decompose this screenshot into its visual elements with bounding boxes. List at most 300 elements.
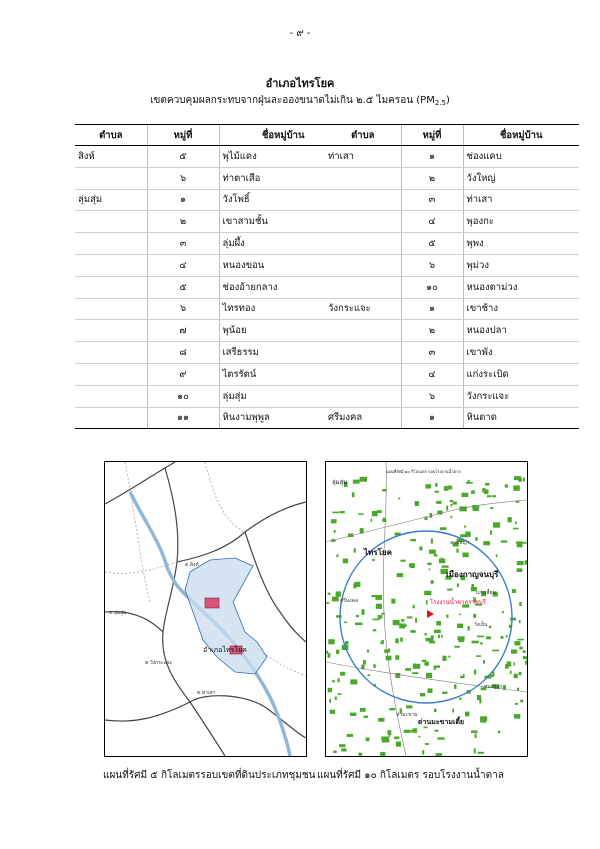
table-row	[325, 167, 579, 189]
cell-tambon	[325, 320, 401, 342]
forest-patch	[411, 730, 417, 732]
table-row	[75, 233, 347, 255]
cell-village: พุม่วง	[463, 254, 579, 276]
table-row	[75, 385, 347, 407]
forest-patch	[396, 742, 401, 747]
caption-right: แผนที่รัศมี ๑๐ กิโลเมตร รอบโรงงานน้ำตาล	[317, 770, 504, 781]
table-row	[325, 342, 579, 364]
forest-patch	[514, 641, 520, 645]
cell-village: พุไม้แดง	[219, 146, 347, 168]
cell-tambon	[325, 385, 401, 407]
forest-patch	[457, 624, 463, 628]
forest-patch	[337, 554, 339, 557]
forest-patch	[441, 558, 443, 560]
forest-patch	[460, 676, 464, 679]
forest-patch	[426, 638, 433, 642]
table-row	[325, 320, 579, 342]
table-row	[325, 298, 579, 320]
forest-patch	[523, 477, 525, 481]
forest-patch	[401, 560, 406, 562]
forest-patch	[422, 660, 427, 662]
forest-patch	[398, 498, 400, 500]
forest-patch	[502, 611, 504, 613]
forest-patch	[407, 616, 412, 618]
forest-patch	[425, 743, 429, 745]
forest-patch	[474, 670, 476, 675]
forest-patch	[492, 650, 499, 652]
cell-moo: ๔	[401, 211, 463, 233]
forest-patch	[339, 744, 345, 747]
forest-patch	[410, 630, 416, 633]
forest-patch	[410, 539, 416, 541]
forest-patch	[354, 548, 356, 552]
forest-patch	[428, 688, 433, 693]
forest-patch	[341, 748, 346, 751]
cell-village: เขาพัง	[463, 342, 579, 364]
forest-patch	[396, 676, 398, 678]
forest-patch	[456, 549, 458, 553]
forest-patch	[425, 484, 431, 488]
forest-patch	[485, 483, 489, 486]
cell-tambon: สิงห์	[75, 146, 147, 168]
forest-patch	[447, 589, 452, 591]
forest-patch	[383, 518, 385, 522]
cell-moo: ๔	[147, 254, 219, 276]
table-row	[75, 320, 347, 342]
forest-patch	[434, 709, 436, 713]
table-row	[75, 298, 347, 320]
cell-village: หนองตาม่วง	[463, 276, 579, 298]
forest-patch	[353, 480, 360, 484]
forest-patch	[462, 493, 469, 497]
cell-moo: ๓	[401, 189, 463, 211]
header-village: ชื่อหมู่บ้าน	[219, 125, 347, 146]
forest-patch	[338, 678, 340, 682]
map-left-label-sing: ต.สิงห์	[185, 562, 199, 568]
forest-patch	[395, 655, 399, 660]
forest-patch	[483, 541, 490, 545]
forest-patch	[401, 619, 404, 622]
cell-moo: ๕	[401, 233, 463, 255]
forest-patch	[397, 573, 403, 577]
cell-tambon	[325, 211, 401, 233]
cell-moo: ๕	[147, 146, 219, 168]
district-title: อำเภอไทรโยค	[265, 77, 335, 90]
forest-patch	[334, 530, 336, 533]
table-row	[325, 233, 579, 255]
table-row	[325, 407, 579, 429]
forest-patch	[427, 563, 431, 565]
forest-patch	[473, 506, 479, 511]
cell-moo: ๖	[401, 385, 463, 407]
cell-moo: ๓	[147, 233, 219, 255]
forest-patch	[459, 698, 461, 700]
forest-patch	[436, 753, 443, 756]
forest-patch	[452, 709, 454, 713]
forest-patch	[442, 692, 447, 694]
forest-patch	[340, 672, 345, 676]
forest-patch	[523, 650, 526, 653]
cell-tambon	[325, 363, 401, 385]
village-table-left	[75, 124, 347, 429]
forest-patch	[360, 477, 368, 482]
map-right-label-wangyen: วังเย็น	[474, 622, 488, 628]
forest-patch	[490, 507, 493, 509]
forest-patch	[448, 486, 453, 490]
forest-patch	[332, 512, 339, 514]
forest-patch	[514, 674, 518, 678]
map-10km-svg	[326, 462, 527, 756]
forest-patch	[332, 680, 335, 682]
forest-patch	[512, 589, 516, 593]
forest-patch	[519, 602, 521, 606]
forest-patch	[431, 580, 434, 584]
forest-patch	[508, 517, 512, 522]
forest-patch	[422, 750, 424, 754]
forest-patch	[465, 532, 470, 538]
cell-tambon: ศรีมงคล	[325, 407, 401, 429]
forest-patch	[328, 593, 331, 595]
forest-patch	[423, 727, 427, 729]
forest-patch	[506, 635, 508, 637]
forest-patch	[418, 736, 420, 738]
forest-patch	[519, 672, 522, 675]
forest-patch	[373, 619, 380, 621]
forest-patch	[517, 688, 519, 691]
forest-patch	[410, 563, 415, 568]
cell-village: หนองปลา	[463, 320, 579, 342]
forest-patch	[332, 597, 339, 602]
header-moo: หมู่ที่	[401, 125, 463, 146]
forest-patch	[515, 703, 518, 705]
cell-village: ไทรทอง	[219, 298, 347, 320]
cell-tambon	[75, 298, 147, 320]
map-5km-community	[104, 461, 307, 757]
forest-patch	[514, 476, 521, 480]
forest-patch	[394, 737, 399, 740]
forest-patch	[482, 488, 485, 493]
forest-patch	[434, 554, 438, 556]
table-row	[75, 167, 347, 189]
cell-tambon	[325, 254, 401, 276]
table-row	[75, 211, 347, 233]
table-row	[75, 276, 347, 298]
forest-patch	[437, 737, 444, 739]
forest-patch	[435, 665, 440, 667]
forest-patch	[350, 679, 357, 684]
map-right-label-thamakham: ท่ามะขาม	[396, 712, 418, 718]
cell-tambon	[325, 233, 401, 255]
cell-village: เขาช้าง	[463, 298, 579, 320]
forest-patch	[387, 730, 391, 735]
cell-moo: ๓	[401, 342, 463, 364]
forest-patch	[426, 600, 428, 605]
cell-village: วังกระแจะ	[463, 385, 579, 407]
map-right-header: แผนที่รัศมี ๑๐ กิโลเมตร รอบโรงงานน้ำตาล	[386, 469, 461, 474]
cell-village: เสรีธรรม	[219, 342, 347, 364]
cell-tambon	[75, 211, 147, 233]
forest-patch	[492, 495, 496, 497]
map-10km-sugar-factory	[325, 461, 528, 757]
village-table-right	[325, 124, 579, 429]
forest-patch	[426, 673, 432, 678]
cell-tambon	[75, 342, 147, 364]
cell-tambon	[325, 342, 401, 364]
forest-patch	[450, 500, 454, 502]
table-row	[75, 363, 347, 385]
forest-patch	[360, 528, 364, 533]
forest-patch	[353, 583, 356, 588]
forest-patch	[454, 646, 460, 648]
forest-patch	[435, 483, 437, 487]
forest-patch	[525, 560, 528, 564]
forest-patch	[415, 618, 417, 623]
forest-patch	[468, 626, 470, 631]
map-left-label-thasao: ต.ท่าเสา	[197, 690, 216, 696]
map-right-label-lumsum: ลุ่มสุ่ม	[332, 479, 348, 486]
cell-moo: ๑	[147, 189, 219, 211]
forest-patch	[480, 642, 482, 645]
forest-patch	[476, 655, 481, 657]
forest-patch	[350, 713, 356, 716]
map-left-label-lumsum: ต.ลุ่มสุ่ม	[109, 610, 127, 616]
forest-patch	[478, 752, 484, 754]
forest-patch	[384, 649, 389, 653]
forest-patch	[338, 693, 342, 695]
forest-patch	[389, 734, 391, 737]
forest-patch	[375, 595, 382, 600]
forest-patch	[367, 650, 369, 653]
forest-patch	[343, 559, 348, 564]
forest-patch	[436, 501, 441, 504]
map-right-label-mueang: เมืองกาญจนบุรี	[446, 570, 499, 579]
forest-patch	[505, 664, 509, 669]
forest-patch	[435, 730, 439, 732]
forest-patch	[511, 649, 517, 653]
cell-moo: ๑๐	[401, 276, 463, 298]
forest-patch	[517, 639, 524, 641]
forest-patch	[519, 647, 523, 650]
subtitle-close: )	[445, 95, 450, 106]
forest-patch	[517, 561, 524, 565]
forest-patch	[479, 699, 481, 703]
forest-patch	[473, 614, 476, 618]
cell-tambon	[75, 276, 147, 298]
forest-patch	[424, 662, 429, 666]
forest-patch	[419, 546, 422, 550]
forest-patch	[415, 501, 419, 506]
forest-patch	[377, 510, 382, 513]
forest-patch	[520, 700, 523, 703]
forest-patch	[480, 719, 486, 722]
forest-patch	[425, 633, 427, 636]
cell-tambon	[75, 254, 147, 276]
forest-patch	[400, 638, 403, 642]
cell-village: วังโพธิ์	[219, 189, 347, 211]
forest-patch	[471, 491, 475, 494]
map-right-label-saiyok: ไทรโยค	[364, 548, 392, 557]
cell-tambon	[325, 189, 401, 211]
forest-patch	[517, 543, 523, 547]
forest-patch	[458, 636, 465, 640]
map-right-label-latya: ลาดหญ้า	[450, 540, 470, 546]
forest-patch	[378, 718, 384, 722]
table-row	[75, 342, 347, 364]
forest-patch	[434, 630, 441, 633]
community-area-1	[205, 598, 219, 608]
cell-village: ไตรรัตน์	[219, 363, 347, 385]
table-row	[325, 189, 579, 211]
forest-patch	[477, 636, 484, 638]
forest-patch	[525, 661, 527, 665]
forest-patch	[380, 642, 382, 644]
forest-patch	[373, 664, 375, 668]
forest-patch	[405, 668, 411, 671]
cell-village: ท่าตาเสือ	[219, 167, 347, 189]
cell-village: หินดาด	[463, 407, 579, 429]
forest-patch	[487, 495, 491, 497]
forest-patch	[345, 641, 349, 645]
forest-patch	[389, 708, 395, 710]
cell-tambon	[75, 320, 147, 342]
forest-patch	[355, 623, 362, 626]
cell-tambon	[75, 407, 147, 429]
forest-patch	[453, 502, 457, 505]
map-left-label-district: อำเภอไทรโยค	[203, 646, 247, 654]
forest-patch	[523, 656, 527, 659]
cell-tambon: ท่าเสา	[325, 146, 401, 168]
table-row	[325, 363, 579, 385]
cell-village: วังใหญ่	[463, 167, 579, 189]
cell-moo: ๑	[401, 407, 463, 429]
forest-patch	[328, 639, 334, 644]
header-moo: หมู่ที่	[147, 125, 219, 146]
cell-village: แก่งระเบิด	[463, 363, 579, 385]
table-row	[75, 254, 347, 276]
forest-patch	[358, 753, 362, 756]
forest-patch	[391, 599, 395, 604]
forest-patch	[344, 622, 347, 624]
cell-moo: ๑๐	[147, 385, 219, 407]
cell-tambon	[75, 363, 147, 385]
forest-patch	[448, 656, 450, 658]
cell-moo: ๗	[147, 320, 219, 342]
forest-patch	[328, 653, 331, 658]
map-right-label-factory: โรงงานน้ำตาลราชบุรี	[430, 599, 486, 606]
cell-moo: ๒	[401, 167, 463, 189]
forest-patch	[441, 635, 443, 638]
forest-patch	[386, 656, 392, 661]
forest-patch	[446, 615, 448, 618]
table-row	[75, 146, 347, 168]
subtitle	[0, 93, 600, 108]
forest-patch	[462, 553, 468, 558]
forest-patch	[516, 541, 522, 543]
forest-patch	[335, 697, 337, 700]
map-right-label-srimongkol: ศรีมงคล	[340, 598, 359, 604]
forest-patch	[451, 516, 453, 518]
forest-patch	[515, 522, 517, 524]
forest-patch	[472, 641, 479, 644]
forest-patch	[406, 705, 412, 708]
table-row	[325, 254, 579, 276]
cell-village: ช่องอ้ายกลาง	[219, 276, 347, 298]
subtitle-subscript: 2.5	[434, 99, 446, 107]
map-5km-svg	[105, 462, 306, 756]
forest-patch	[513, 662, 515, 665]
forest-patch	[446, 506, 448, 511]
cell-tambon: ลุ่มสุ่ม	[75, 189, 147, 211]
caption-left: แผนที่รัศมี ๕ กิโลเมตรรอบเขตที่ดินประเภทชุมชน	[103, 770, 316, 781]
forest-patch	[510, 671, 512, 674]
forest-patch	[367, 674, 370, 676]
forest-patch	[371, 519, 373, 522]
forest-patch	[498, 731, 500, 734]
forest-patch	[442, 656, 446, 661]
cell-village: เขาสามชั้น	[219, 211, 347, 233]
forest-patch	[514, 714, 520, 719]
forest-patch	[483, 660, 485, 664]
cell-moo: ๘	[147, 342, 219, 364]
forest-patch	[360, 708, 366, 712]
forest-patch	[378, 615, 383, 619]
forest-patch	[519, 620, 521, 623]
header-tambon: ตำบล	[75, 125, 147, 146]
forest-patch	[486, 636, 491, 639]
forest-patch	[438, 635, 440, 638]
forest-patch	[362, 609, 365, 615]
table-row	[325, 385, 579, 407]
forest-patch	[505, 484, 508, 487]
forest-patch	[475, 537, 477, 541]
table-row	[75, 407, 347, 429]
forest-patch	[330, 710, 335, 714]
forest-patch	[475, 734, 477, 739]
forest-patch	[493, 522, 500, 527]
forest-patch	[442, 566, 449, 568]
forest-patch	[472, 584, 475, 588]
forest-patch	[364, 716, 369, 718]
table-row	[325, 276, 579, 298]
forest-patch	[513, 528, 519, 530]
cell-village: หนองขอน	[219, 254, 347, 276]
cell-village: ท่าเสา	[463, 189, 579, 211]
forest-patch	[347, 734, 353, 737]
map-right-label-kaengsian: แก่งเสี้ยน	[476, 590, 496, 596]
forest-patch	[376, 604, 382, 609]
map-right-label-nongbua: หนองบัว	[484, 684, 503, 690]
cell-moo: ๕	[147, 276, 219, 298]
forest-patch	[436, 621, 441, 626]
cell-moo: ๖	[147, 167, 219, 189]
forest-patch	[451, 504, 453, 507]
forest-patch	[404, 730, 411, 733]
forest-patch	[382, 738, 389, 743]
table-row	[75, 189, 347, 211]
forest-patch	[393, 620, 400, 625]
cell-moo: ๙	[147, 363, 219, 385]
header-village: ชื่อหมู่บ้าน	[463, 125, 579, 146]
forest-patch	[513, 485, 520, 490]
forest-patch	[465, 712, 469, 717]
forest-patch	[366, 738, 370, 742]
cell-village: พุองกะ	[463, 211, 579, 233]
forest-patch	[331, 519, 337, 523]
forest-patch	[380, 752, 385, 756]
cell-moo: ๑๑	[147, 407, 219, 429]
forest-patch	[356, 615, 359, 617]
page-number: - ๙ -	[289, 28, 311, 39]
